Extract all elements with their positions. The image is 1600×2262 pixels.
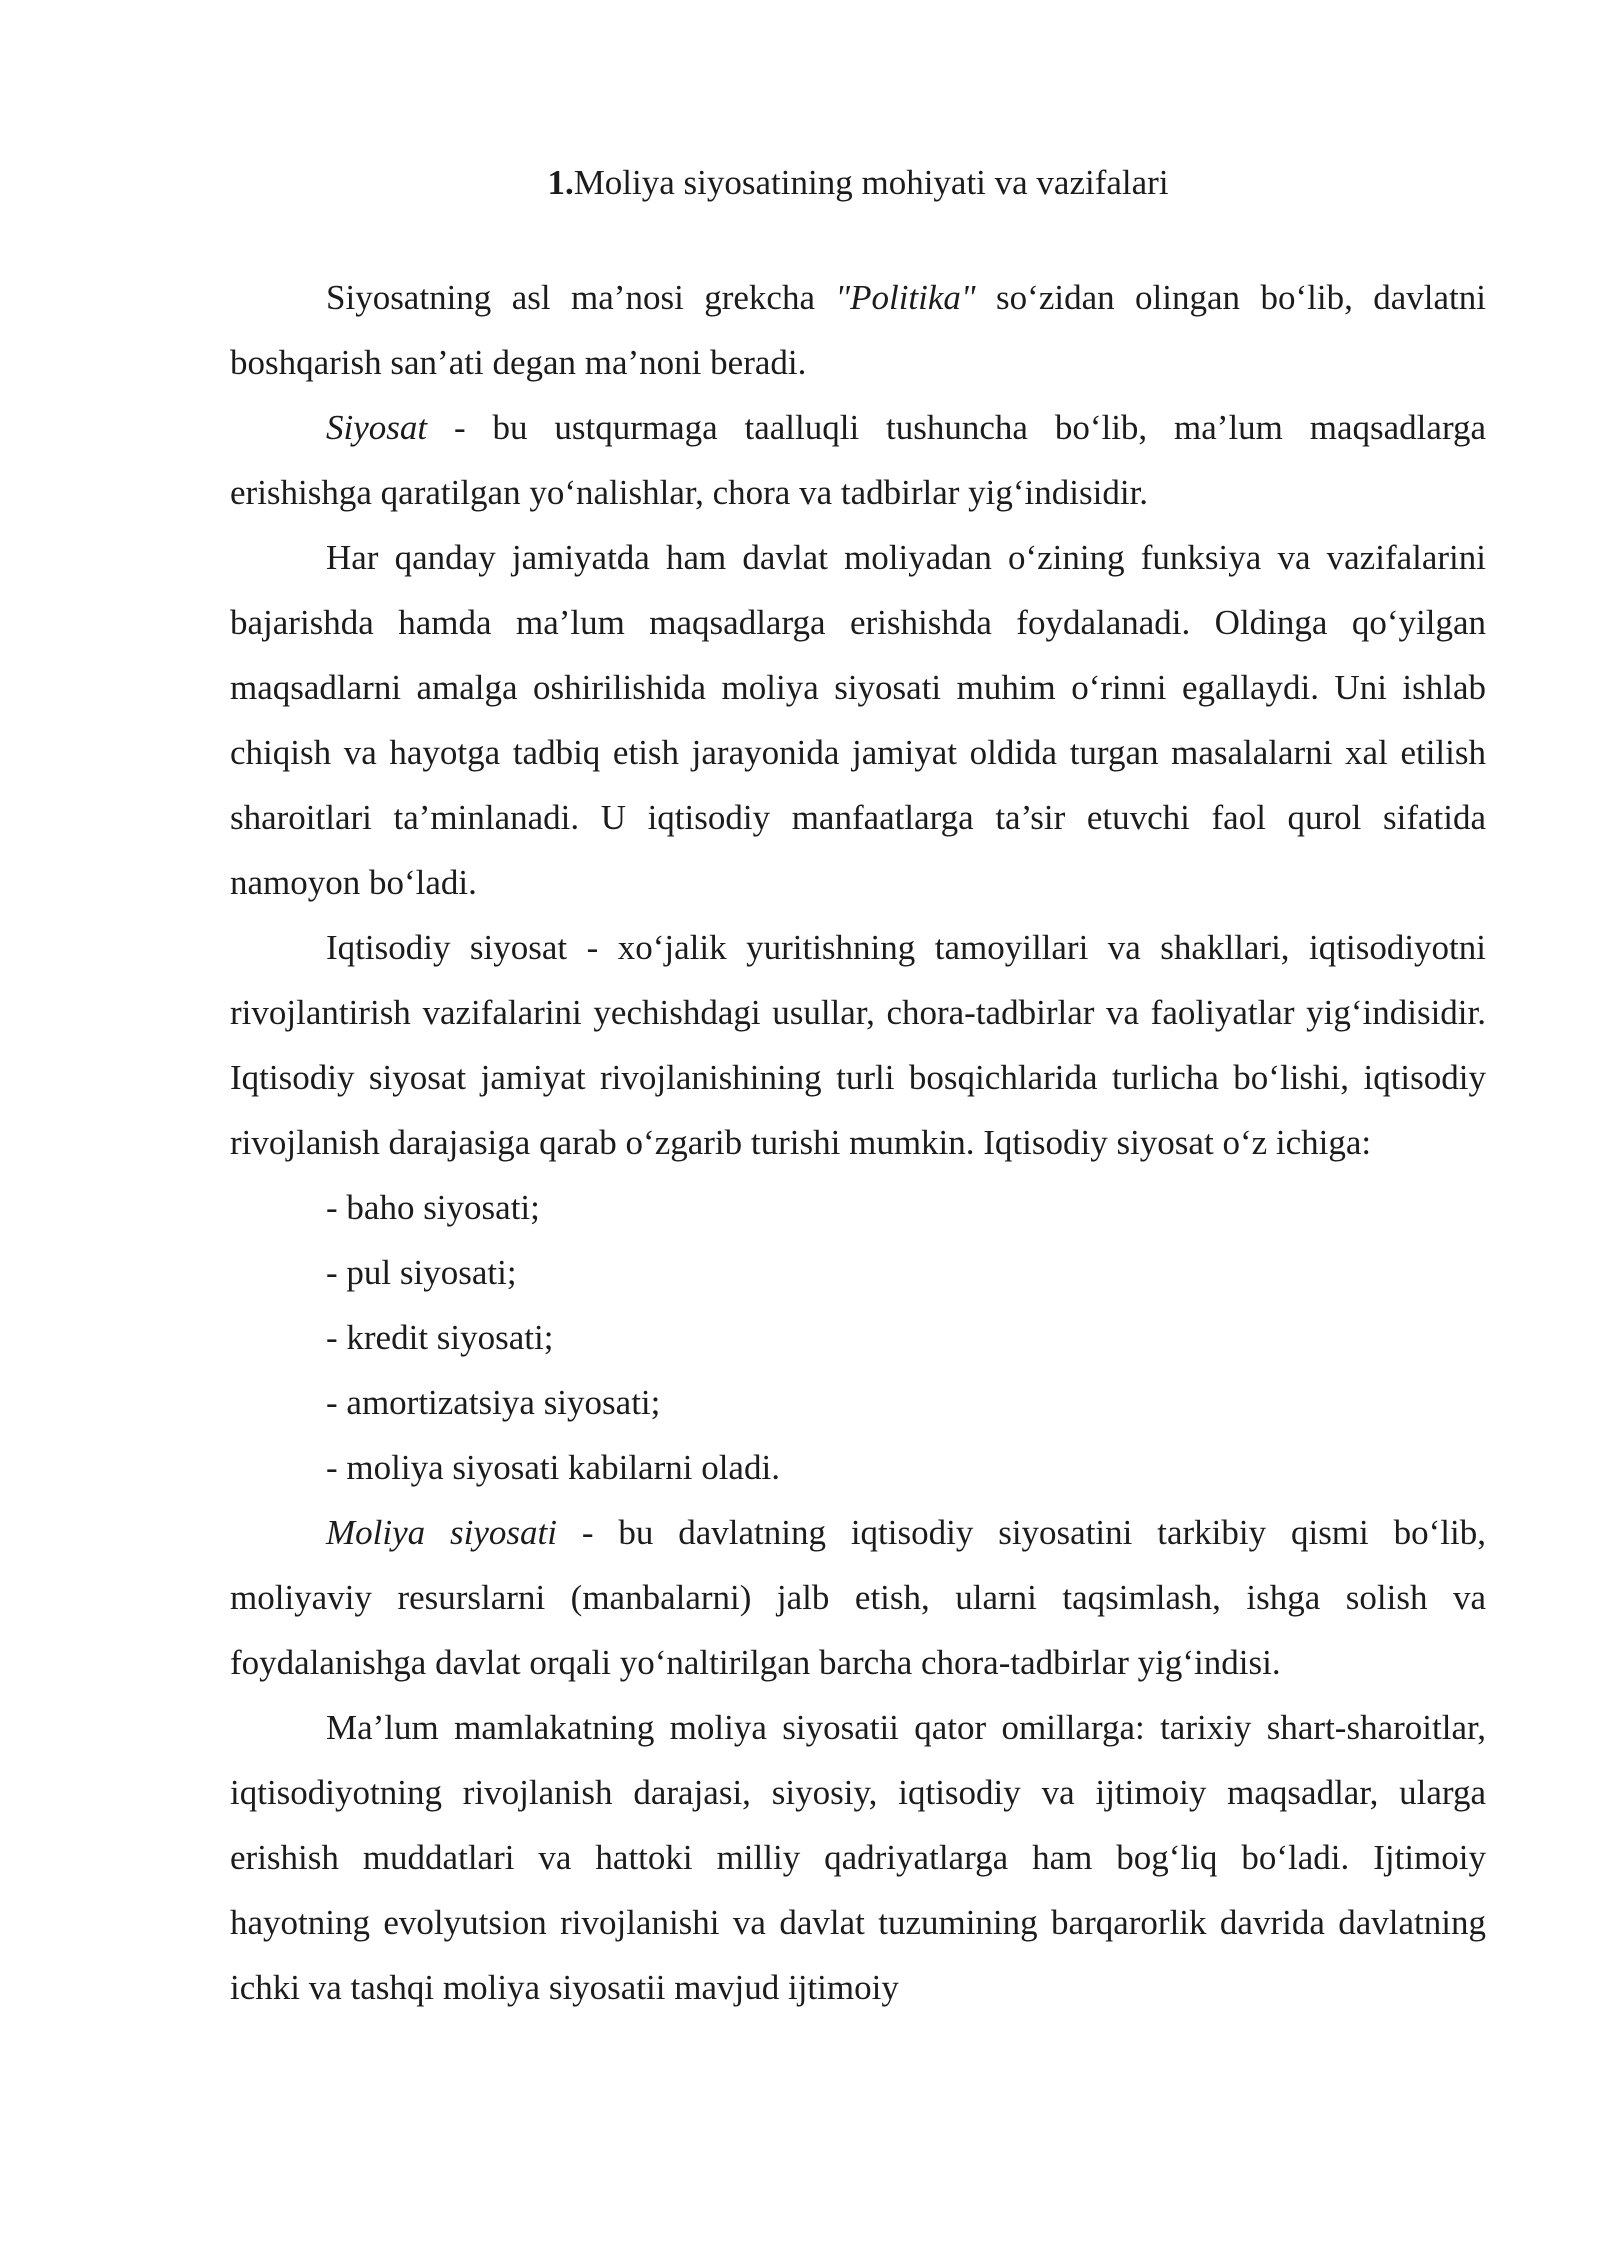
paragraph-politika xyxy=(230,265,1486,395)
paragraph-siyosat xyxy=(230,395,1486,525)
paragraph-text: so‘zidan olingan bo‘lib, davlatni boshqarish san’ati degan ma’noni beradi. xyxy=(230,278,1486,382)
paragraph-text: - bu davlatning iqtisodiy siyosatini tarkibiy qismi bo‘lib, moliyaviy resurslarni (manbalarni) jalb etish, ularni taqsimlash, ishga solish va foydalanishga davlat orqali yo‘naltirilgan barcha chora-tadbirlar yig‘indisi. xyxy=(230,1513,1486,1682)
list-item: - moliya siyosati kabilarni oladi. xyxy=(326,1448,780,1487)
paragraph-text: - bu ustqurmaga taalluqli tushuncha bo‘lib, ma’lum maqsadlarga erishishga qaratilgan yo‘nalishlar, chora va tadbirlar yig‘indisidir. xyxy=(230,408,1486,512)
list-item: - amortizatsiya siyosati; xyxy=(326,1383,661,1422)
section-heading xyxy=(230,150,1486,215)
list-item: - kredit siyosati; xyxy=(326,1318,554,1357)
paragraph-jamiyat: Har qanday jamiyatda ham davlat moliyadan o‘zining funksiya va vazifalarini bajarishda hamda ma’lum maqsadlarga erishishda foydalanadi. Oldinga qo‘yilgan maqsadlarni amalga oshirilishida moliya siyosati muhim o‘rinni egallaydi. Uni ishlab chiqish va hayotga tadbiq etish jarayonida jamiyat oldida turgan masalalarni xal etilish sharoitlari ta’minlanadi. U iqtisodiy manfaatlarga ta’sir etuvchi faol qurol sifatida namoyon bo‘ladi. xyxy=(230,538,1486,902)
paragraph-moliya-siyosati xyxy=(230,1500,1486,1695)
list-item: - baho siyosati; xyxy=(326,1188,540,1227)
paragraph-iqtisodiy-siyosat: Iqtisodiy siyosat - xo‘jalik yuritishning tamoyillari va shakllari, iqtisodiyotni rivojlantirish vazifalarini yechishdagi usullar, chora-tadbirlar va faoliyatlar yig‘indisidir. Iqtisodiy siyosat jamiyat rivojlanishining turli bosqichlarida turlicha bo‘lishi, iqtisodiy rivojlanish darajasiga qarab o‘zgarib turishi mumkin. Iqtisodiy siyosat o‘z ichiga: xyxy=(230,928,1486,1162)
paragraph-text: Siyosatning asl ma’nosi grekcha xyxy=(326,278,836,317)
paragraph-omillar: Ma’lum mamlakatning moliya siyosatii qator omillarga: tarixiy shart-sharoitlar, iqtisodiyotning rivojlanish darajasi, siyosiy, iqtisodiy va ijtimoiy maqsadlar, ularga erishish muddatlari va hattoki milliy qadriyatlarga ham bog‘liq bo‘ladi. Ijtimoiy hayotning evolyutsion rivojlanishi va davlat tuzumining barqarorlik davrida davlatning ichki va tashqi moliya siyosatii mavjud ijtimoiy xyxy=(230,1708,1486,2007)
list-item: - pul siyosati; xyxy=(326,1253,517,1292)
italic-term: Siyosat xyxy=(326,408,428,447)
section-title: Moliya siyosatining mohiyati va vazifalari xyxy=(573,163,1169,202)
section-number: 1. xyxy=(547,163,574,202)
italic-term: Moliya siyosati xyxy=(326,1513,557,1552)
italic-term: "Politika" xyxy=(835,278,976,317)
